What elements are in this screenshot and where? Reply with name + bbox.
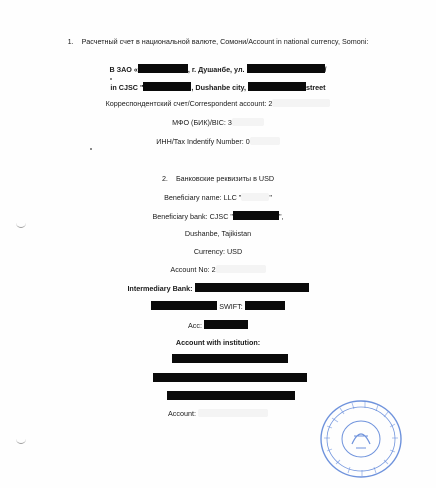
obscured-value [216, 265, 266, 273]
swift-label: SWIFT: [219, 302, 245, 311]
redacted-acc [204, 320, 248, 329]
redacted-institution-line-2 [153, 373, 307, 382]
redacted-bank-name [151, 301, 217, 310]
section-2-heading [0, 174, 436, 184]
local-bank-ru-prefix: В ЗАО « [109, 65, 138, 74]
correspondent-account-label: Корреспондентский счет/Correspondent account: [105, 99, 269, 108]
acc-label: Acc: [188, 321, 204, 330]
punch-hole-mark [16, 222, 26, 228]
redacted-bank-name [233, 211, 279, 220]
beneficiary-name-line [0, 193, 436, 203]
currency: Currency: USD [193, 247, 243, 256]
mfo-bic-label: МФО (БИК)/BIC: [172, 118, 228, 127]
section-2-number: 2. [161, 174, 168, 183]
acc-line [0, 320, 436, 331]
correspondent-account-line [0, 99, 436, 109]
obscured-value [198, 409, 268, 417]
account-no-value: 2 [211, 265, 216, 274]
account-with-institution: Account with institution: [175, 338, 261, 347]
redacted-institution-line-1 [172, 354, 288, 363]
section-2-title: Банковские реквизиты в USD [175, 174, 275, 183]
intermediary-bank-line [0, 283, 436, 294]
redacted-street-en [248, 82, 306, 91]
local-bank-en-line [0, 82, 436, 93]
redacted-intermediary-bank [195, 283, 309, 292]
final-account-label: Account: [168, 409, 198, 418]
obscured-value [250, 137, 280, 145]
redacted-institution-line-3 [167, 391, 295, 400]
mfo-bic-value: 3 [227, 118, 232, 127]
punch-hole-mark [16, 438, 26, 444]
beneficiary-name-label: Beneficiary name: LLC " [164, 193, 242, 202]
tin-line [0, 137, 436, 147]
section-1-heading [0, 37, 436, 47]
obscured-value [241, 193, 269, 201]
redacted-street [247, 64, 325, 73]
currency-line [0, 247, 436, 257]
margin-dot [90, 148, 92, 150]
mfo-bic-line [0, 118, 436, 128]
margin-dot [110, 78, 112, 80]
account-no-line [0, 265, 436, 275]
redacted-swift [245, 301, 285, 310]
obscured-value [232, 118, 264, 126]
account-no-label: Account No: [170, 265, 212, 274]
company-seal-stamp [318, 398, 404, 480]
tin-label: ИНН/Tax Indentify Number: [156, 137, 246, 146]
swift-line [0, 301, 436, 312]
local-bank-ru-suffix: / [324, 65, 327, 74]
account-with-institution-line [0, 338, 436, 348]
redacted-bank-name-en [143, 82, 191, 91]
section-1-number: 1. [67, 37, 74, 46]
local-bank-en-city: , Dushanbe city, [191, 83, 246, 92]
bank-city-line [0, 229, 436, 239]
tin-value: 0 [245, 137, 250, 146]
beneficiary-bank-suffix: ", [278, 212, 284, 221]
beneficiary-name-suffix: " [269, 193, 272, 202]
local-bank-en-suffix: street [305, 83, 326, 92]
obscured-value [272, 99, 330, 107]
beneficiary-bank-line [0, 211, 436, 222]
redacted-bank-name [138, 64, 188, 73]
local-bank-ru-city: , г. Душанбе, ул. [187, 65, 245, 74]
local-bank-ru-line [0, 64, 436, 75]
local-bank-en-prefix: in CJSC " [110, 83, 144, 92]
correspondent-account-value: 2 [268, 99, 273, 108]
bank-city: Dushanbe, Tajikistan [184, 229, 252, 238]
intermediary-bank-label: Intermediary Bank: [127, 284, 195, 293]
section-1-title: Расчетный счет в национальной валюте, Сомони/Account in national currency, Somoni: [81, 37, 369, 46]
beneficiary-bank-label: Beneficiary bank: CJSC " [152, 212, 233, 221]
